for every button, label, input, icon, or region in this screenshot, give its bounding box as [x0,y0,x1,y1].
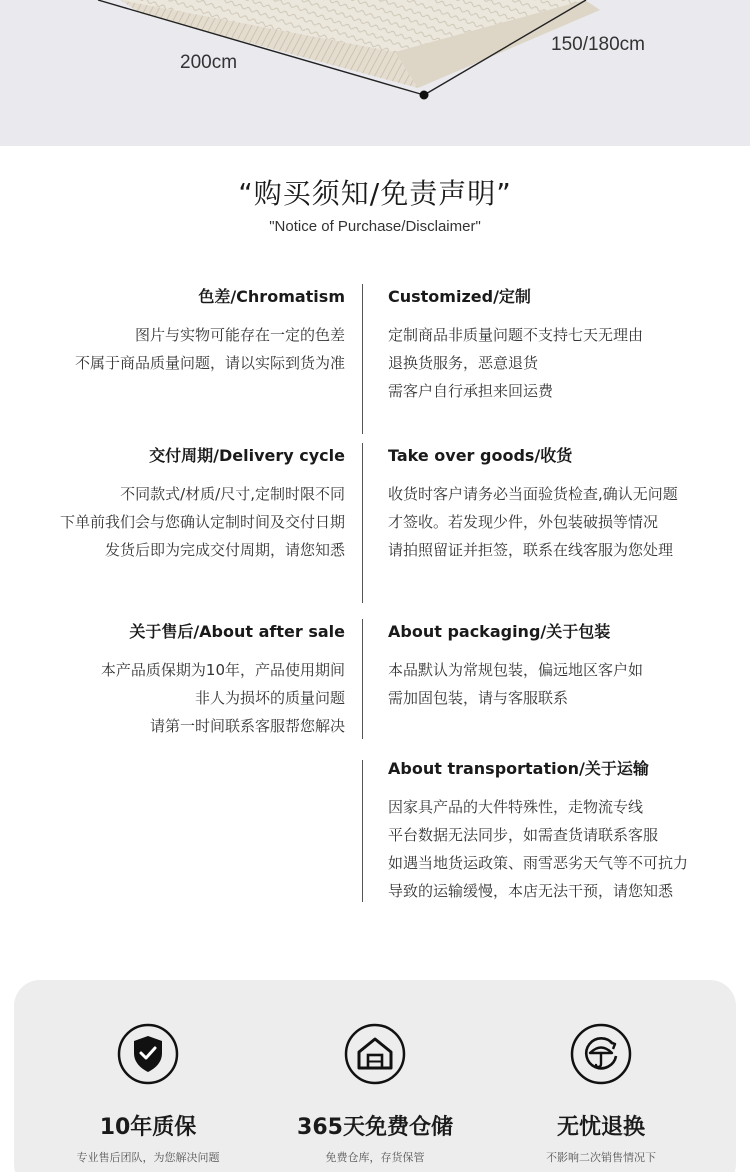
packaging-section [388,619,643,712]
service-title: 10年质保 [99,1115,197,1140]
service-return [481,1022,721,1165]
shield-check-icon [116,1022,180,1086]
section-line: 本品默认为常规包装，偏远地区客户如 [388,661,644,679]
service-title: 无忧退换 [556,1115,645,1140]
width-dimension-label: 150/180cm [551,34,646,55]
column-divider [362,619,363,739]
section-heading: About packaging/关于包装 [388,622,611,641]
section-line: 不同款式/材质/尺寸,定制时限不同 [120,485,345,503]
section-heading: Take over goods/收货 [388,446,573,465]
section-line: 请第一时间联系客服帮您解决 [149,717,345,735]
service-title: 365天免费仓储 [297,1115,453,1140]
section-line: 需加固包装，请与客服联系 [388,689,569,707]
warehouse-icon [343,1022,407,1086]
section-line: 需客户自行承担来回运费 [388,382,554,400]
section-heading: 关于售后/About after sale [129,622,345,641]
section-heading: 色差/Chromatism [198,287,345,306]
service-description: 专业售后团队，为您解决问题 [76,1151,220,1164]
column-divider [362,284,363,434]
section-line: 发货后即为完成交付周期，请您知悉 [104,541,345,559]
transportation-section [388,756,688,905]
mattress-banner [0,0,750,146]
section-line: 定制商品非质量问题不支持七天无理由 [388,326,644,344]
section-line: 导致的运输缓慢，本店无法干预，请您知悉 [388,882,674,900]
service-description: 不影响二次销售情况下 [546,1151,656,1164]
section-line: 非人为损坏的质量问题 [194,689,345,707]
section-line: 如遇当地货运政策、雨雪恶劣天气等不可抗力 [388,854,689,872]
notice-subtitle: "Notice of Purchase/Disclaimer" [269,218,481,235]
section-line: 才签收。若发现少件，外包装破损等情况 [388,513,659,531]
section-line: 不属于商品质量问题，请以实际到货为准 [74,354,345,372]
section-line: 下单前我们会与您确认定制时间及交付日期 [59,513,345,531]
mattress-illustration [0,0,750,146]
length-dimension-label: 200cm [180,52,238,73]
service-description: 免费仓库，存货保管 [325,1151,425,1164]
column-divider [362,760,363,902]
section-line: 退换货服务，恶意退货 [388,354,539,372]
notice-title: “购买须知/免责声明” [238,177,512,210]
after-sale-section [101,619,345,740]
section-line: 平台数据无法同步，如需查货请联系客服 [388,826,659,844]
chromatism-section [75,284,345,377]
service-warranty [28,1022,268,1165]
section-heading: Customized/定制 [388,287,531,306]
take-over-goods-section [388,443,678,564]
service-storage [255,1022,495,1165]
section-line: 图片与实物可能存在一定的色差 [134,326,345,344]
section-heading: About transportation/关于运输 [388,759,649,778]
section-line: 本产品质保期为10年，产品使用期间 [100,661,345,679]
customized-section [388,284,643,405]
column-divider [362,443,363,603]
delivery-cycle-section [60,443,345,564]
section-line: 因家具产品的大件特殊性，走物流专线 [388,798,644,816]
section-heading: 交付周期/Delivery cycle [149,446,345,465]
section-line: 请拍照留证并拒签，联系在线客服为您处理 [388,541,674,559]
section-line: 收货时客户请务必当面验货检查,确认无问题 [388,485,678,503]
umbrella-return-icon [569,1022,633,1086]
